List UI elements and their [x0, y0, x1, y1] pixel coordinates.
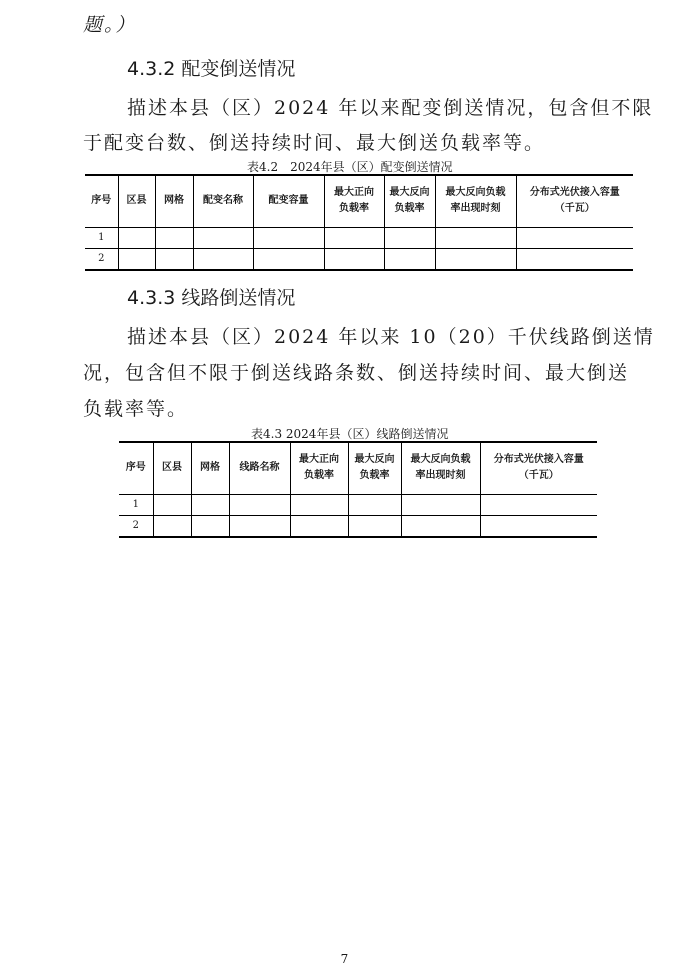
table-4-2-header-cell: 分布式光伏接入容量 （千瓦）	[516, 175, 633, 227]
table-cell	[193, 248, 253, 270]
table-cell	[155, 248, 193, 270]
table-cell	[118, 248, 155, 270]
table-cell	[384, 227, 435, 248]
table-4-2	[85, 174, 633, 271]
table-cell	[401, 494, 480, 515]
table-row	[119, 515, 597, 537]
table-cell	[290, 515, 348, 537]
table-cell	[155, 227, 193, 248]
table-row	[85, 227, 633, 248]
table-cell	[401, 515, 480, 537]
table-cell	[229, 494, 290, 515]
section-4-3-2-paragraph-line-1: 描述本县（区）2024 年以来配变倒送情况，包含但不限	[127, 97, 654, 119]
table-cell	[290, 494, 348, 515]
table-4-2-header-cell: 配变名称	[193, 175, 253, 227]
table-4-2-header-cell: 最大反向 负载率	[384, 175, 435, 227]
section-heading-4-3-2: 4.3.2 配变倒送情况	[127, 58, 296, 80]
table-cell	[229, 515, 290, 537]
table-4-3-caption: 表4.3 2024年县（区）线路倒送情况	[251, 427, 449, 441]
section-4-3-2-paragraph-line-2: 于配变台数、倒送持续时间、最大倒送负载率等。	[83, 132, 546, 154]
table-4-3-header-cell: 最大反向负载 率出现时刻	[401, 442, 480, 494]
table-cell	[153, 515, 191, 537]
table-4-2-header-cell: 配变容量	[253, 175, 324, 227]
table-cell	[435, 227, 516, 248]
table-cell	[516, 248, 633, 270]
table-cell	[191, 515, 229, 537]
continuation-text: 题。）	[83, 14, 137, 36]
table-4-2-header-cell: 最大正向 负载率	[324, 175, 384, 227]
table-cell	[153, 494, 191, 515]
table-cell	[253, 227, 324, 248]
table-cell	[118, 227, 155, 248]
table-4-3-header-cell: 序号	[119, 442, 153, 494]
table-4-3-header-cell: 最大正向 负载率	[290, 442, 348, 494]
table-cell: 1	[119, 494, 153, 515]
table-cell	[480, 515, 597, 537]
section-4-3-3-paragraph-line-1: 描述本县（区）2024 年以来 10（20）千伏线路倒送情	[127, 326, 655, 348]
table-4-3	[119, 441, 597, 538]
section-4-3-3-paragraph-line-3: 负载率等。	[83, 398, 189, 420]
table-4-2-header-cell: 最大反向负载 率出现时刻	[435, 175, 516, 227]
table-4-2-caption: 表4.2 2024年县（区）配变倒送情况	[247, 160, 453, 174]
table-4-2-header-cell: 区县	[118, 175, 155, 227]
page-number: 7	[340, 952, 349, 966]
table-cell: 2	[119, 515, 153, 537]
table-4-3-header-cell: 分布式光伏接入容量 （千瓦）	[480, 442, 597, 494]
table-4-3-header-cell: 区县	[153, 442, 191, 494]
table-cell	[384, 248, 435, 270]
table-cell: 2	[85, 248, 118, 270]
table-cell	[253, 248, 324, 270]
section-heading-4-3-3: 4.3.3 线路倒送情况	[127, 287, 296, 309]
table-4-3-header-row	[119, 442, 597, 494]
table-4-2-header-row	[85, 175, 633, 227]
table-cell: 1	[85, 227, 118, 248]
table-cell	[193, 227, 253, 248]
table-cell	[324, 248, 384, 270]
table-cell	[435, 248, 516, 270]
table-row	[85, 248, 633, 270]
table-cell	[480, 494, 597, 515]
table-cell	[324, 227, 384, 248]
table-4-2-header-cell: 网格	[155, 175, 193, 227]
table-4-3-header-cell: 网格	[191, 442, 229, 494]
table-4-3-header-cell: 线路名称	[229, 442, 290, 494]
table-cell	[191, 494, 229, 515]
section-4-3-3-paragraph-line-2: 况，包含但不限于倒送线路条数、倒送持续时间、最大倒送	[83, 362, 630, 384]
table-4-3-header-cell: 最大反向 负载率	[348, 442, 401, 494]
table-cell	[348, 515, 401, 537]
table-4-2-header-cell: 序号	[85, 175, 118, 227]
table-row	[119, 494, 597, 515]
table-cell	[516, 227, 633, 248]
table-cell	[348, 494, 401, 515]
